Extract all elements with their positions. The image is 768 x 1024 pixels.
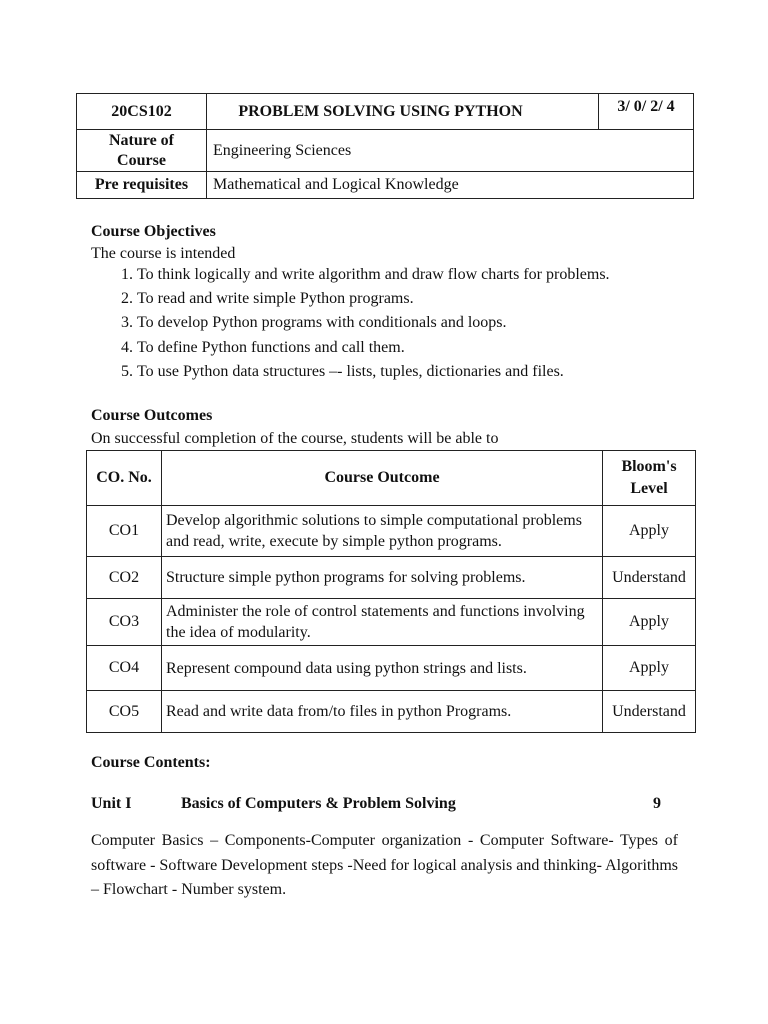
col-header-blooms: Bloom's Level — [603, 451, 696, 506]
table-row — [87, 557, 696, 599]
outcomes-heading: Course Outcomes — [91, 407, 213, 424]
unit-hours: 9 — [653, 795, 661, 812]
co-level: Apply — [603, 646, 696, 691]
list-item — [91, 288, 691, 312]
table-row — [87, 646, 696, 691]
list-item — [91, 361, 691, 385]
co-level: Understand — [603, 691, 696, 733]
list-item — [91, 337, 691, 361]
co-number: CO4 — [87, 646, 162, 691]
co-number: CO2 — [87, 557, 162, 599]
col-header-co-no: CO. No. — [87, 451, 162, 506]
item-text: To use Python data structures –- lists, tuples, dictionaries and files. — [137, 362, 564, 380]
item-number: 4. — [121, 338, 133, 356]
co-outcome: Represent compound data using python strings and lists. — [162, 646, 603, 691]
item-text: To develop Python programs with conditionals and loops. — [137, 314, 507, 332]
table-row — [87, 506, 696, 557]
co-number: CO1 — [87, 506, 162, 557]
unit-label: Unit I — [91, 795, 132, 812]
co-outcome: Structure simple python programs for solving problems. — [162, 557, 603, 599]
co-outcome: Develop algorithmic solutions to simple computational problems and read, write, execute by simple python programs. — [162, 506, 603, 557]
course-code: 20CS102 — [77, 94, 207, 130]
item-text: To think logically and write algorithm and draw flow charts for problems. — [137, 266, 610, 283]
nature-label: Nature of Course — [77, 130, 207, 172]
course-title: PROBLEM SOLVING USING PYTHON — [207, 94, 599, 130]
co-level: Understand — [603, 557, 696, 599]
item-text: To read and write simple Python programs. — [137, 290, 414, 308]
list-item — [91, 312, 691, 336]
co-number: CO3 — [87, 599, 162, 646]
nature-value: Engineering Sciences — [207, 130, 694, 172]
objectives-intro: The course is intended — [91, 245, 236, 262]
co-level: Apply — [603, 506, 696, 557]
co-level: Apply — [603, 599, 696, 646]
outcomes-intro: On successful completion of the course, students will be able to — [91, 430, 499, 447]
prereq-value: Mathematical and Logical Knowledge — [207, 172, 694, 199]
co-outcome: Administer the role of control statements and functions involving the idea of modularity. — [162, 599, 603, 646]
course-header-table — [76, 93, 694, 199]
item-number: 3. — [121, 314, 133, 332]
item-number: 2. — [121, 290, 133, 308]
prereq-label: Pre requisites — [77, 172, 207, 199]
objectives-heading: Course Objectives — [91, 223, 216, 240]
col-header-outcome: Course Outcome — [162, 451, 603, 506]
item-number: 1. — [121, 266, 133, 283]
item-text: To define Python functions and call them. — [137, 338, 405, 356]
co-outcome: Read and write data from/to files in python Programs. — [162, 691, 603, 733]
table-row — [87, 599, 696, 646]
outcomes-table — [86, 450, 696, 733]
item-number: 5. — [121, 362, 133, 380]
course-credits: 3/ 0/ 2/ 4 — [599, 94, 694, 130]
unit-title: Basics of Computers & Problem Solving — [181, 795, 456, 812]
contents-heading: Course Contents: — [91, 754, 211, 771]
co-number: CO5 — [87, 691, 162, 733]
list-item — [91, 264, 691, 288]
objectives-list — [91, 264, 691, 385]
unit-description: Computer Basics – Components-Computer organization - Computer Software- Types of software - Software Development steps -Need for logical analysis and thinking- Algorithms – Flowchart - Number system. — [91, 832, 678, 898]
table-row — [87, 691, 696, 733]
